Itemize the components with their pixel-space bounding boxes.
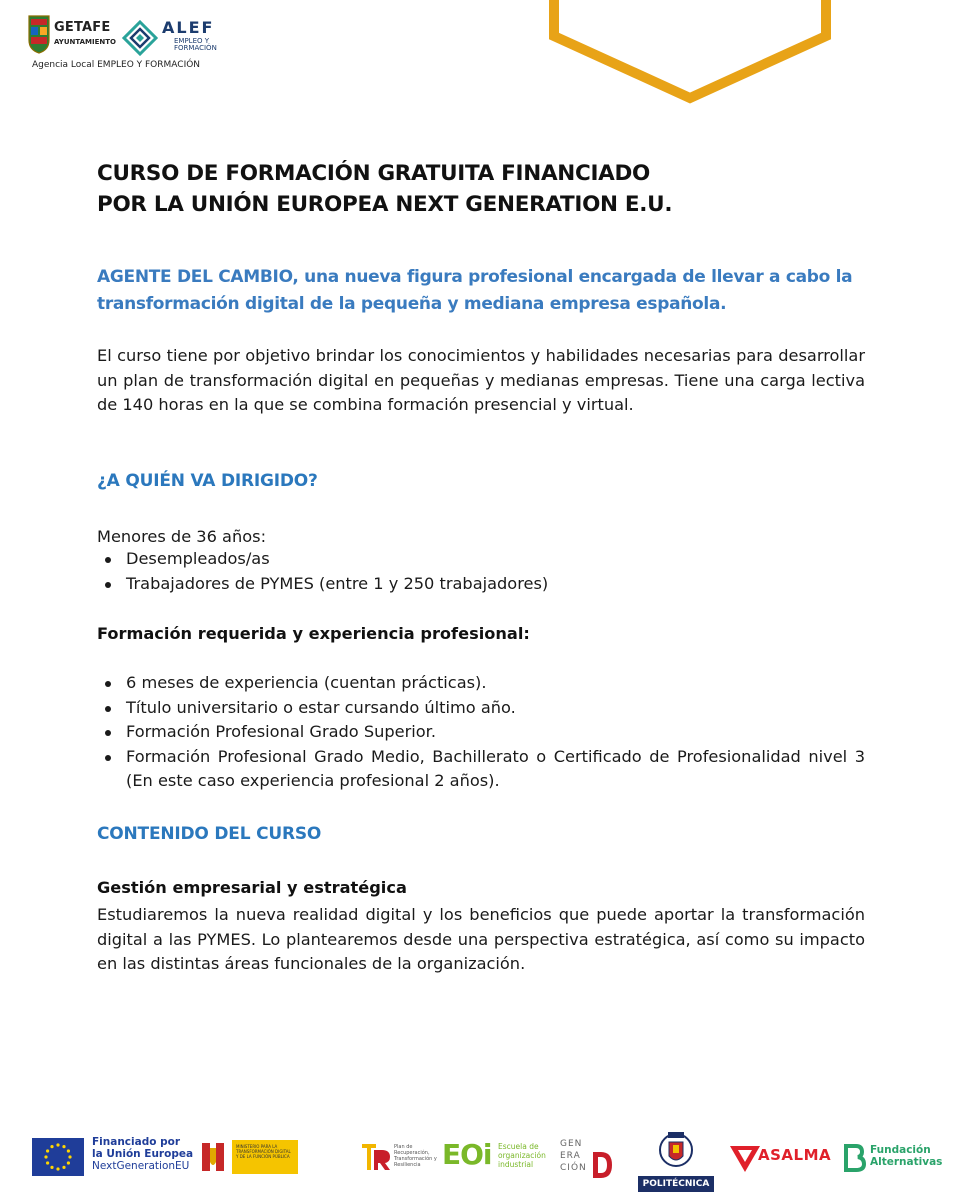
- gen-line-1: GEN: [560, 1139, 583, 1149]
- title-line-2: POR LA UNIÓN EUROPEA NEXT GENERATION E.U.: [97, 192, 673, 217]
- fundacion-text: [870, 1144, 942, 1168]
- eoi-text: Escuela de organización industrial: [498, 1142, 546, 1169]
- ministry-logo: [198, 1140, 348, 1174]
- spain-crest-icon: [198, 1140, 228, 1174]
- fundacion-mark-icon: [840, 1142, 868, 1174]
- list-item: Formación Profesional Grado Medio, Bachillerato o Certificado de Profesionalidad nivel 3 (En este caso experiencia profesional 2 años).: [97, 745, 865, 794]
- alef-subtitle: EMPLEO Y FORMACIÓN: [174, 37, 217, 52]
- document-body: [97, 158, 865, 973]
- header-logos: [28, 14, 228, 76]
- audience-heading: ¿A QUIÉN VA DIRIGIDO?: [97, 471, 318, 491]
- gen-line-3: CIÓN: [560, 1163, 587, 1173]
- list-item: Trabajadores de PYMES (entre 1 y 250 trabajadores): [97, 572, 865, 597]
- getafe-shield-icon: [28, 14, 50, 54]
- eu-funding-text: [92, 1136, 193, 1172]
- asalma-logo: [728, 1140, 832, 1176]
- fundacion-line-2: Alternativas: [870, 1156, 943, 1168]
- gen-line-2: ERA: [560, 1151, 581, 1161]
- generacion-text: [560, 1138, 587, 1174]
- agency-caption: Agencia Local EMPLEO Y FORMACIÓN: [32, 60, 201, 70]
- upm-crest-icon: [658, 1128, 694, 1174]
- alef-diamond-icon: [122, 20, 158, 56]
- intro-paragraph: El curso tiene por objetivo brindar los conocimientos y habilidades necesarias para desarrollar un plan de transformación digital en pequeñas y medianas empresas. Tiene una carga lectiva de 140 horas en la que se combina formación presencial y virtual.: [97, 346, 865, 414]
- alef-logo: [122, 18, 232, 58]
- ministry-secondary: [302, 1142, 346, 1172]
- upm-logo: [636, 1128, 716, 1192]
- upm-label: POLITÉCNICA: [638, 1176, 714, 1192]
- tr-mark-icon: [360, 1140, 392, 1174]
- getafe-name: GETAFE: [54, 20, 111, 35]
- page-title: [97, 158, 865, 220]
- asalma-triangle-icon: [728, 1144, 762, 1174]
- recovery-plan-logo: [360, 1140, 440, 1174]
- recovery-plan-text: Plan de Recuperación, Transformación y Resiliencia: [394, 1144, 437, 1168]
- eu-line-3: NextGenerationEU: [92, 1160, 190, 1172]
- hexagon-decoration: [548, 0, 832, 104]
- title-line-1: CURSO DE FORMACIÓN GRATUITA FINANCIADO: [97, 161, 651, 186]
- eoi-mark: EOi: [442, 1138, 492, 1171]
- eu-flag-icon: [32, 1138, 84, 1176]
- audience-list: [97, 547, 865, 596]
- subtitle: AGENTE DEL CAMBIO, una nueva figura profesional encargada de llevar a cabo la transformación digital de la pequeña y mediana empresa española.: [97, 267, 853, 314]
- list-item: 6 meses de experiencia (cuentan prácticas).: [97, 671, 865, 696]
- asalma-name: ASALMA: [758, 1146, 832, 1164]
- module-description: Estudiaremos la nueva realidad digital y los beneficios que puede aportar la transformación digital a las PYMES. Lo plantearemos desde una perspectiva estratégica, así como su impacto en las distintas áreas funcionales de la organización.: [97, 905, 865, 973]
- audience-intro: Menores de 36 años:: [97, 527, 267, 546]
- alef-name: ALEF: [162, 18, 215, 37]
- content-heading: CONTENIDO DEL CURSO: [97, 824, 322, 844]
- fundacion-alternativas-logo: [840, 1140, 943, 1176]
- eu-line-1: Financiado por: [92, 1136, 181, 1148]
- generacion-d-logo: [560, 1136, 620, 1176]
- list-item: Desempleados/as: [97, 547, 865, 572]
- requirements-heading: Formación requerida y experiencia profesional:: [97, 624, 530, 643]
- list-item: Formación Profesional Grado Superior.: [97, 720, 865, 745]
- module-title: Gestión empresarial y estratégica: [97, 878, 407, 897]
- requirements-list: [97, 671, 865, 794]
- ministry-text: MINISTERIO PARA LA TRANSFORMACIÓN DIGITAL Y DE LA FUNCIÓN PÚBLICA: [232, 1140, 298, 1174]
- eoi-logo: [442, 1138, 552, 1174]
- eu-line-2: la Unión Europea: [92, 1148, 194, 1160]
- getafe-logo: [28, 14, 120, 58]
- list-item: Título universitario o estar cursando último año.: [97, 696, 865, 721]
- sponsor-footer: [0, 1126, 960, 1196]
- fundacion-line-1: Fundación: [870, 1144, 931, 1156]
- getafe-subtitle: AYUNTAMIENTO: [54, 38, 116, 46]
- generacion-d-icon: [590, 1150, 614, 1180]
